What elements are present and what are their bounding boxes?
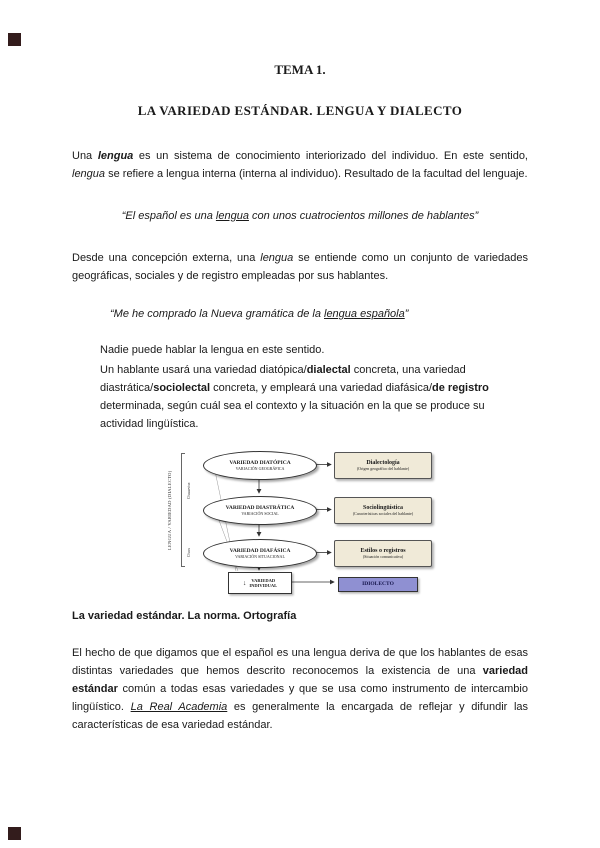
box-title: Dialectología: [366, 459, 400, 466]
text-run: se refiere a lengua interna (interna al individuo). Resultado de la facultad del lenguaje.: [105, 168, 528, 180]
paragraph-concepcion-externa: [72, 249, 528, 285]
ellipse-variedad-diatopica: [203, 451, 317, 480]
text-run: VARIEDAD: [251, 577, 276, 583]
ellipse-title: VARIEDAD DIAFÁSICA: [229, 547, 291, 554]
text-run: “El español es una: [121, 210, 216, 222]
text-run: La Real Academia: [130, 701, 228, 713]
document-content: [0, 62, 600, 734]
individual-variety-label: [249, 578, 277, 589]
paragraph-hablante-variedades: [100, 361, 492, 433]
diagram-side-label: LENGUA / VARIEDAD (DIALECTO): [167, 470, 172, 550]
box-subtitle: (Características sociales del hablante): [352, 510, 414, 516]
text-run: lengua española: [324, 308, 405, 320]
ellipse-title: VARIEDAD DIATÓPICA: [229, 459, 291, 466]
box-title: Sociolingüística: [362, 504, 403, 511]
paragraph-nadie: Nadie puede hablar la lengua en este sentido.: [100, 344, 325, 356]
ellipse-variedad-diastratica: [203, 496, 317, 525]
text-run: concreta, y empleará una variedad diafásica/: [210, 382, 433, 394]
down-arrow-icon: ↓: [242, 578, 247, 587]
paragraph-lengua-interna: [72, 147, 528, 183]
diagram-uses-label: Usos: [186, 547, 191, 557]
text-run: lengua: [260, 252, 294, 264]
section-heading-variedad-estandar: La variedad estándar. La norma. Ortografía: [72, 610, 297, 622]
page-marker-bottom: [8, 827, 21, 840]
text-run: El hecho de que digamos que el español es una lengua deriva de que los hablantes de esas distintas variedades que hemos descrito reconocemos la existencia de una: [72, 647, 528, 677]
box-subtitle: (Origen geográfico del hablante): [356, 465, 410, 471]
text-run: Un hablante usará una variedad diatópica/: [100, 364, 307, 376]
ellipse-title: VARIEDAD DIASTRÁTICA: [225, 504, 295, 511]
box-sociolinguistica: [334, 497, 432, 524]
text-run: ”: [404, 308, 409, 320]
text-run: variedad estándar: [72, 665, 528, 695]
diagram-bracket: [181, 453, 185, 567]
document-subtitle: LA VARIEDAD ESTÁNDAR. LENGUA Y DIALECTO: [137, 103, 463, 118]
text-run: común a todas esas variedades y que se usa como instrumento de intercambio lingüístico.: [72, 683, 528, 713]
text-run: de registro: [432, 382, 489, 394]
text-run: lengua: [97, 150, 134, 162]
quote-espanol-hablantes: [72, 207, 528, 225]
ellipse-variedad-diafasica: [203, 539, 317, 568]
text-run: sociolectal: [153, 382, 211, 394]
text-run: lengua: [215, 210, 249, 222]
ellipse-subtitle: VARIACIÓN SOCIAL: [241, 511, 279, 517]
text-run: “Me he comprado la Nueva gramática de la: [110, 308, 324, 320]
variation-diagram: [167, 451, 430, 593]
text-run: Una: [72, 150, 98, 162]
text-run: es generalmente la encargada de reflejar y difundir las características de esa variedad estándar.: [72, 701, 529, 731]
text-run: se entiende como un conjunto de variedades geográficas, sociales y de registro empleadas por sus hablantes.: [72, 252, 528, 282]
text-run: es un sistema de conocimiento interiorizado del individuo. En este sentido,: [133, 150, 528, 162]
ellipse-subtitle: VARIACIÓN GEOGRÁFICA: [235, 466, 285, 472]
box-title: Estilos o registros: [360, 547, 406, 554]
diagram-users-label: Usuarios: [186, 482, 191, 500]
individual-variety-box: [228, 572, 292, 594]
text-run: INDIVIDUAL: [249, 583, 278, 588]
text-run: con unos cuatrocientos millones de hablantes”: [248, 210, 479, 222]
document-title: TEMA 1.: [274, 62, 326, 77]
box-estilos-registros: [334, 540, 432, 567]
idiolect-box: IDIOLECTO: [338, 577, 418, 592]
text-run: dialectal: [306, 364, 351, 376]
text-run: concreta, una variedad diastrática/: [100, 364, 466, 394]
text-run: Desde una concepción externa, una: [72, 252, 261, 264]
ellipse-subtitle: VARIACIÓN SITUACIONAL: [235, 554, 285, 560]
page-marker-top: [8, 33, 21, 46]
text-run: lengua: [72, 168, 106, 180]
paragraph-variedad-estandar: [72, 644, 528, 734]
box-dialectologia: [334, 452, 432, 479]
quote-nueva-gramatica: [110, 305, 528, 323]
box-subtitle: (Situación comunicativa): [362, 553, 404, 559]
text-run: determinada, según cuál sea el contexto y la situación en la que se produce su actividad lingüística.: [100, 400, 485, 430]
